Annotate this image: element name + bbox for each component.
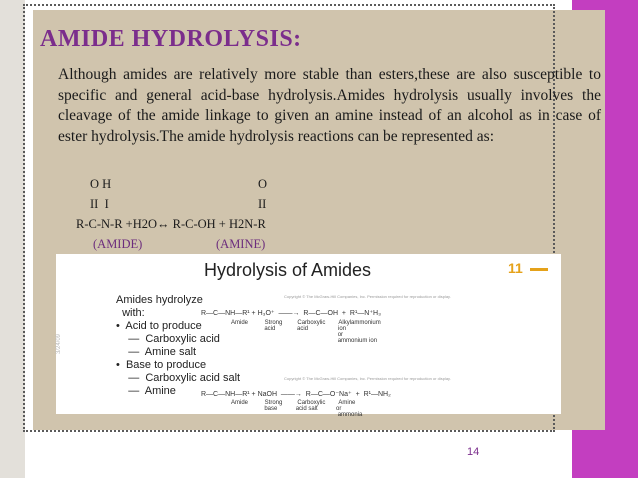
figure-title: Hydrolysis of Amides	[204, 260, 372, 280]
figure-number: 11	[508, 260, 523, 276]
figure-bullets: Amides hydrolyze with: • Acid to produce — Carboxylic acid — Amine salt • Base to produce — Carboxylic acid salt — Amine	[116, 294, 241, 397]
formula-label-amine: (AMINE)	[216, 237, 266, 251]
figure-copyright-bottom: Copyright © The McGraw-Hill Companies, Inc. Permission required for reproduction or display.	[284, 376, 451, 381]
acid-equation-labels: Amide Strong Carboxylic Alkylammonium acid acid ion or ammonium ion	[231, 320, 381, 344]
hydrolysis-figure	[56, 254, 561, 418]
left-stripe	[0, 0, 25, 478]
base-equation: R—C—NH—R¹ + NaOH ——→ R—C—O⁻Na⁺ + R¹—NH₂	[201, 391, 391, 398]
formula-line2-right: II	[258, 197, 267, 211]
formula-equation: R-C-N-R +H2O↔ R-C-OH + H2N-R	[76, 217, 266, 231]
acid-equation: R—C—NH—R¹ + H₃O⁺ ——→ R—C—OH + R¹—N⁺H₃	[201, 310, 381, 317]
base-equation-labels: Amide Strong Carboxylic Amine base acid salt or ammonia	[231, 400, 363, 418]
formula-label-amide: (AMIDE)	[93, 237, 143, 251]
figure-copyright-top: Copyright © The McGraw-Hill Companies, Inc. Permission required for reproduction or display.	[284, 294, 451, 299]
figure-side-text: 3/24/09	[56, 333, 62, 354]
formula-line2-left: II I	[90, 197, 109, 211]
slide-title: AMIDE HYDROLYSIS:	[40, 26, 302, 52]
figure-number-bar	[530, 268, 548, 271]
formula-line1-right: O	[258, 177, 268, 191]
formula-line1-left: O H	[90, 177, 112, 191]
body-paragraph: Although amides are relatively more stable than esters,these are also susceptible to specific and general acid-base hydrolysis.Amides hydrolysis usually involves the cleavage of the amide linkage to given an amine instead of an alcohol as in case of ester hydrolysis.The amide hydrolysis reactions can be represented as:	[58, 66, 601, 145]
page-number: 14	[467, 446, 480, 458]
